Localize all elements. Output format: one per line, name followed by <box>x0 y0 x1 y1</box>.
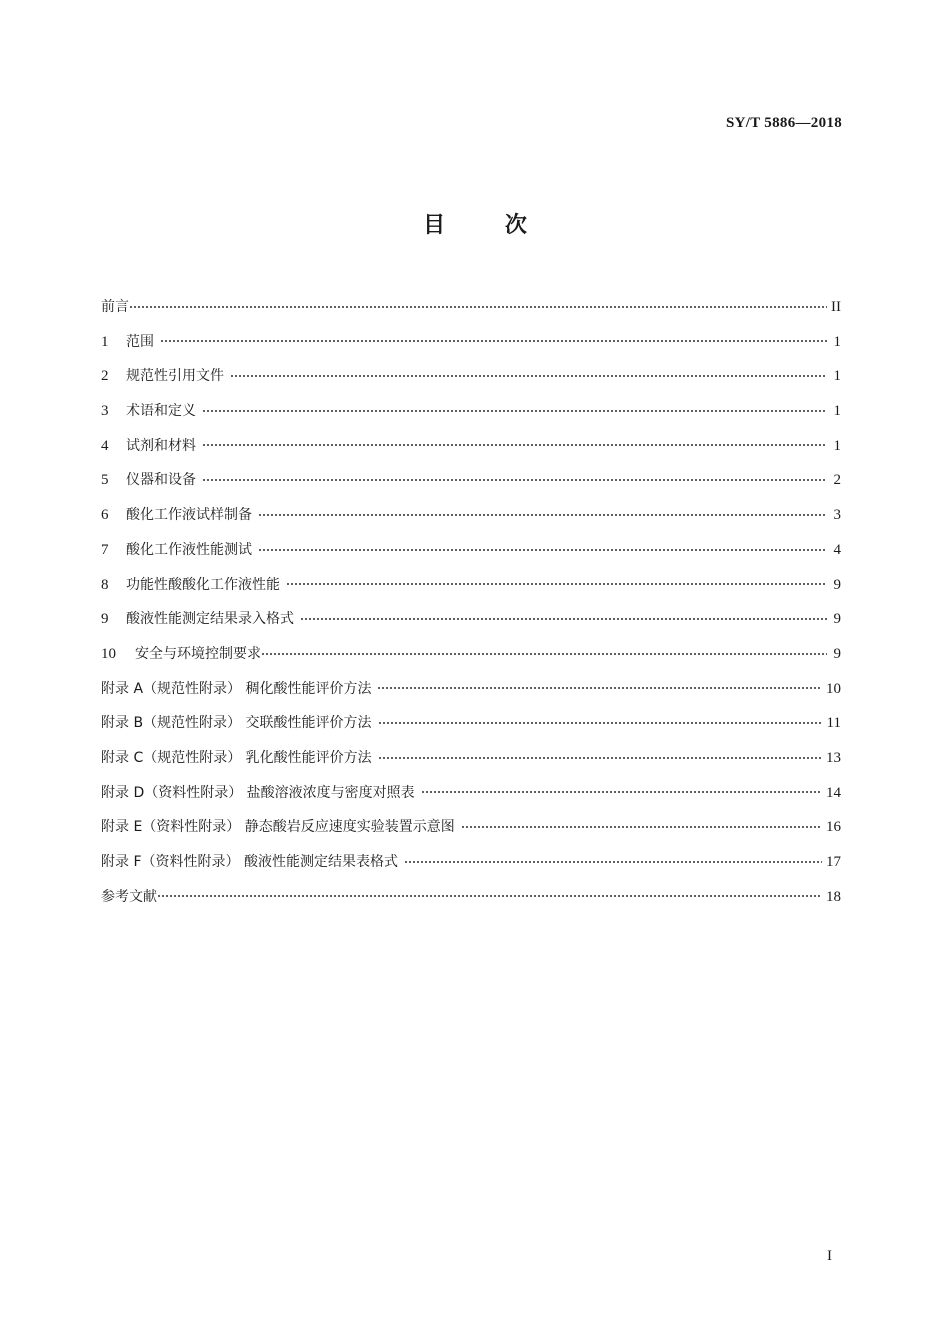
toc-entry-text: 规范性引用文件 <box>126 368 224 385</box>
standard-code: SY/T 5886—2018 <box>725 115 842 131</box>
toc-entry-appendix-b[interactable] <box>101 712 841 747</box>
toc-entry-label <box>101 331 160 351</box>
page-number: I <box>827 1248 832 1264</box>
toc-entry-text: 安全与环境控制要求 <box>135 645 261 662</box>
toc-entry-page: 1 <box>833 403 841 420</box>
toc-entry-text: 试剂和材料 <box>126 437 196 454</box>
page-title: 目 次 <box>423 213 553 238</box>
toc-leader-dots <box>378 747 822 762</box>
toc-entry-label <box>101 469 202 489</box>
toc-entry-page: 1 <box>833 368 841 385</box>
table-of-contents <box>101 296 841 920</box>
toc-entry-page: 18 <box>826 888 841 905</box>
toc-entry-appendix-f[interactable] <box>101 851 841 886</box>
toc-entry-label <box>101 539 258 559</box>
toc-entry-label <box>101 504 258 524</box>
toc-entry-text: 功能性酸酸化工作液性能 <box>126 576 280 593</box>
toc-entry-text: 酸化工作液试样制备 <box>126 507 252 524</box>
toc-entry-page: 4 <box>833 541 841 558</box>
toc-entry-number: 5 <box>101 472 109 489</box>
toc-entry-label: 附录 A（规范性附录） 稠化酸性能评价方法 <box>101 680 372 697</box>
toc-entry-number: 9 <box>101 611 109 628</box>
toc-entry-label <box>101 608 300 628</box>
toc-leader-dots <box>202 435 827 450</box>
toc-entry-text: 酸液性能测定结果录入格式 <box>126 611 294 628</box>
toc-entry-3[interactable] <box>101 400 841 435</box>
toc-entry-number: 8 <box>101 576 109 593</box>
toc-entry-label <box>101 574 286 594</box>
toc-entry-label: 附录 D（资料性附录） 盐酸溶液浓度与密度对照表 <box>101 784 415 801</box>
toc-entry-label <box>101 400 202 420</box>
toc-entry-page: 3 <box>833 507 841 524</box>
toc-entry-label: 前言 <box>101 299 129 315</box>
toc-leader-dots <box>258 505 827 520</box>
toc-entry-label: 附录 E（资料性附录） 静态酸岩反应速度实验装置示意图 <box>101 819 455 836</box>
toc-entry-text: 范围 <box>126 333 154 350</box>
toc-entry-page: II <box>831 299 841 315</box>
toc-entry-page: 1 <box>833 333 841 350</box>
toc-leader-dots <box>129 297 827 312</box>
toc-entry-5[interactable] <box>101 469 841 504</box>
toc-entry-page: 2 <box>833 472 841 489</box>
toc-entry-number: 2 <box>101 368 109 385</box>
toc-entry-label <box>101 643 261 663</box>
toc-leader-dots <box>404 852 822 867</box>
toc-entry-text: 术语和定义 <box>126 403 196 420</box>
toc-leader-dots <box>378 713 823 728</box>
toc-entry-text: 仪器和设备 <box>126 472 196 489</box>
toc-entry-page: 11 <box>826 715 841 732</box>
toc-entry-label <box>101 365 230 385</box>
toc-leader-dots <box>230 366 827 381</box>
toc-entry-page: 1 <box>833 437 841 454</box>
toc-entry-appendix-c[interactable] <box>101 747 841 782</box>
toc-entry-number: 4 <box>101 437 109 454</box>
toc-leader-dots <box>258 539 827 554</box>
toc-entry-text: 酸化工作液性能测试 <box>126 541 252 558</box>
toc-entry-number: 3 <box>101 403 109 420</box>
toc-entry-number: 1 <box>101 333 109 350</box>
toc-entry-page: 14 <box>826 784 841 801</box>
toc-entry-number: 7 <box>101 541 109 558</box>
toc-entry-page: 13 <box>826 749 841 766</box>
toc-entry-6[interactable] <box>101 504 841 539</box>
toc-entry-label: 附录 F（资料性附录） 酸液性能测定结果表格式 <box>101 854 398 870</box>
toc-leader-dots <box>286 574 827 589</box>
toc-entry-1[interactable] <box>101 331 841 366</box>
toc-entry-8[interactable] <box>101 574 841 609</box>
toc-entry-page: 9 <box>833 576 841 593</box>
toc-leader-dots <box>461 817 822 832</box>
toc-entry-page: 10 <box>826 680 841 697</box>
toc-entry-appendix-a[interactable] <box>101 678 841 713</box>
toc-leader-dots <box>300 609 827 624</box>
toc-entry-2[interactable] <box>101 365 841 400</box>
toc-leader-dots <box>202 401 827 416</box>
toc-entry-page: 9 <box>833 645 841 662</box>
toc-leader-dots <box>421 782 822 797</box>
toc-entry-label: 附录 C（规范性附录） 乳化酸性能评价方法 <box>101 749 372 766</box>
toc-entry-number: 6 <box>101 507 109 524</box>
toc-entry-label <box>101 435 202 455</box>
toc-entry-label: 参考文献 <box>101 888 157 905</box>
toc-leader-dots <box>160 331 827 346</box>
toc-entry-number: 10 <box>101 645 116 662</box>
toc-entry-page: 9 <box>833 611 841 628</box>
toc-entry-preface[interactable] <box>101 296 841 331</box>
toc-entry-10[interactable] <box>101 643 841 678</box>
toc-entry-references[interactable] <box>101 886 841 921</box>
toc-entry-4[interactable] <box>101 435 841 470</box>
toc-leader-dots <box>261 643 827 658</box>
toc-entry-appendix-d[interactable] <box>101 782 841 817</box>
toc-entry-label: 附录 B（规范性附录） 交联酸性能评价方法 <box>101 715 372 732</box>
toc-leader-dots <box>157 886 822 901</box>
toc-entry-9[interactable] <box>101 608 841 643</box>
toc-entry-page: 17 <box>826 854 841 870</box>
toc-leader-dots <box>377 678 822 693</box>
toc-entry-7[interactable] <box>101 539 841 574</box>
toc-leader-dots <box>202 470 827 485</box>
toc-entry-page: 16 <box>826 819 841 836</box>
toc-entry-appendix-e[interactable] <box>101 816 841 851</box>
